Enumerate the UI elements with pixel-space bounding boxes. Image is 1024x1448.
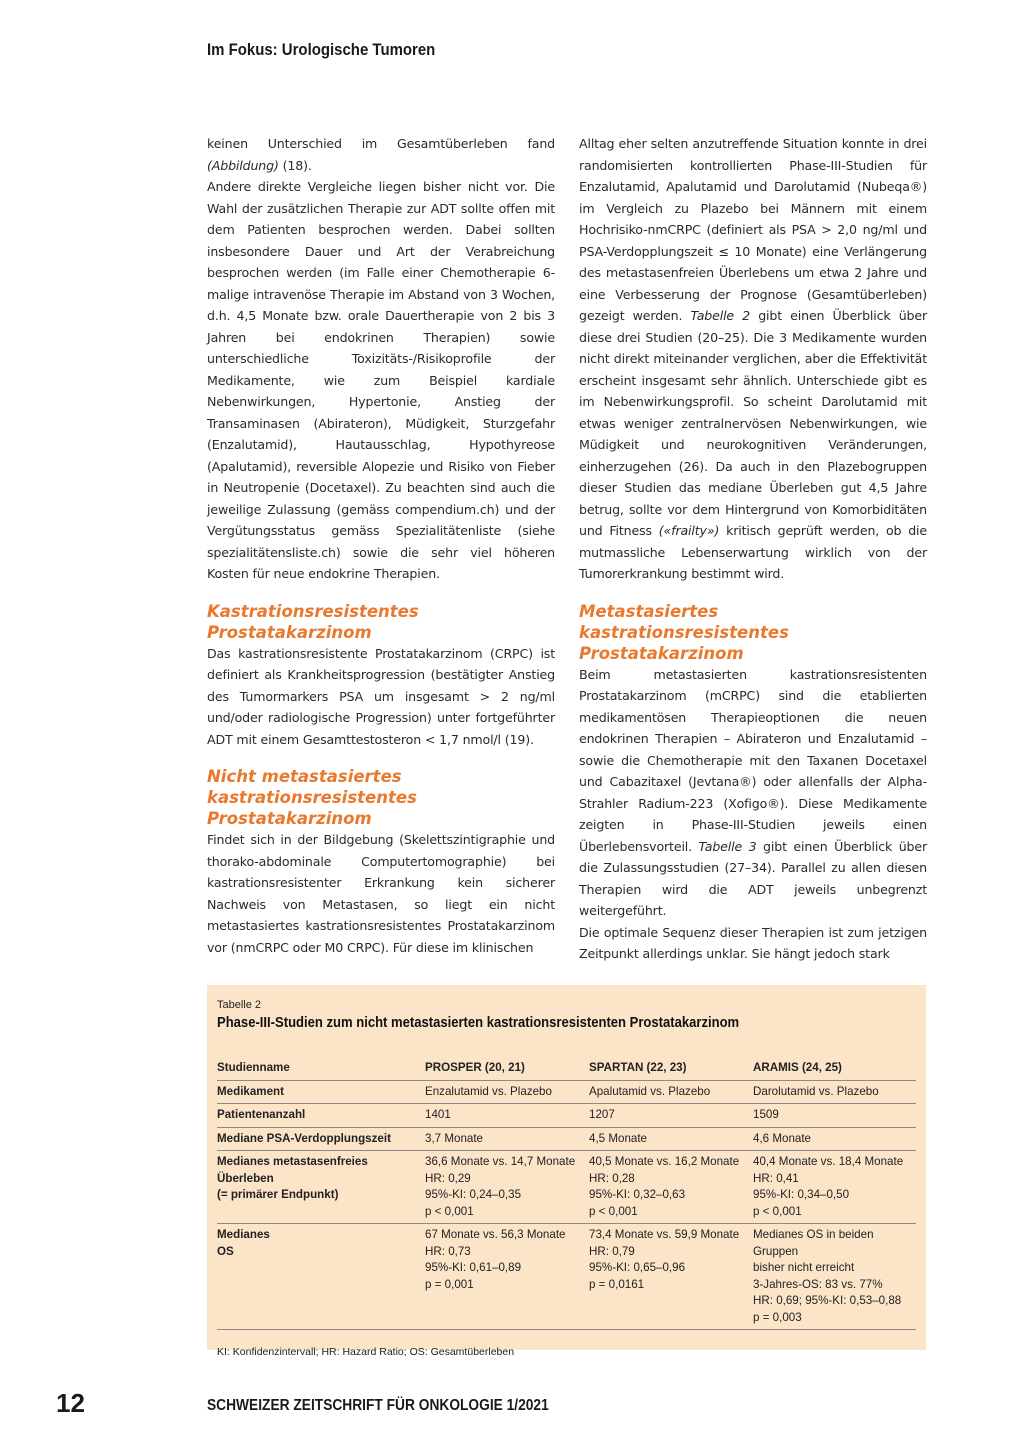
cell-line: 4,5 Monate	[589, 1131, 648, 1145]
table-cell	[589, 1104, 753, 1128]
row-label	[217, 1151, 425, 1224]
cell-line: Enzalutamid vs. Plazebo	[425, 1084, 552, 1098]
cell-line: Apalutamid vs. Plazebo	[589, 1084, 711, 1098]
section-heading-nmcrpc: Nicht metastasiertes kastrationsresistentes Prostatakarzinom	[207, 767, 417, 828]
table-reference: Tabelle 2	[690, 308, 751, 323]
table-label: Tabelle 2	[217, 999, 262, 1011]
table-cell	[425, 1127, 589, 1151]
cell-line: 95%-KI: 0,24–0,35	[425, 1188, 522, 1201]
table-row	[217, 1080, 916, 1104]
table-body	[217, 1080, 916, 1330]
row-label	[217, 1224, 425, 1330]
figure-reference: (Abbildung)	[207, 157, 279, 173]
running-title: Im Fokus: Urologische Tumoren	[207, 40, 436, 59]
table-cell	[589, 1080, 753, 1104]
text: gibt einen Überblick über die Zulassungsstudien (27–34). Parallel zu allen diesen Therapien wird die ADT jeweils unbegrenzt weitergeführt.	[579, 838, 927, 918]
paragraph	[207, 133, 555, 176]
text: gibt einen Überblick über diese drei Studien (20–25). Die 3 Medikamente wurden nicht direkt miteinander verglichen, aber die Effektivität erscheint insgesamt sehr ähnlich. Unterschiede gibt es im Nebenwirkungsprofil. So scheint Darolutamid mit etwas weniger zentralnervösen Nebenwirkungen, wie Müdigkeit und neurokognitiven Veränderungen, einherzugehen (26). Da auch in den Plazebogruppen dieser Studien das mediane Überleben gut 4,5 Jahre betrug, sollte vor dem Hintergrund von Komorbiditäten und Fitness	[579, 308, 927, 538]
cell-line: 4,6 Monate	[753, 1131, 812, 1145]
paragraph	[579, 664, 927, 922]
table-row	[217, 1127, 916, 1151]
cell-line: 40,5 Monate vs. 16,2 Monate	[589, 1155, 740, 1168]
row-label-line: Mediane PSA-Verdopplungszeit	[217, 1131, 391, 1145]
table-reference: Tabelle 3	[698, 838, 757, 854]
cell-line: Darolutamid vs. Plazebo	[753, 1084, 879, 1098]
cell-line: 67 Monate vs. 56,3 Monate	[425, 1228, 566, 1241]
cell-line: 40,4 Monate vs. 18,4 Monate	[753, 1155, 904, 1168]
cell-line: p = 0,001	[425, 1277, 474, 1291]
cell-line: 95%-KI: 0,32–0,63	[589, 1188, 686, 1201]
table-cell	[589, 1127, 753, 1151]
paragraph: Findet sich in der Bildgebung (Skelettszintigraphie und thorako-abdominale Computertomographie) bei kastrationsresistenter Erkrankung kein sicherer Nachweis von Metastasen, so liegt ein nicht metastasiertes kastrationsresistentes Prostatakarzinom vor (nmCRPC oder M0 CRPC). Für diese im klinischen	[207, 832, 555, 955]
cell-line: HR: 0,29	[425, 1171, 471, 1185]
right-column	[579, 133, 927, 965]
cell-line: p < 0,001	[753, 1204, 802, 1218]
row-label-line: Medianes	[217, 1228, 270, 1241]
table-cell	[753, 1127, 916, 1151]
row-label-line: Medianes metastasenfreies Überleben	[217, 1155, 368, 1185]
journal-name: SCHWEIZER ZEITSCHRIFT FÜR ONKOLOGIE 1/2021	[207, 1397, 549, 1414]
section-heading-crpc: Kastrationsresistentes Prostatakarzinom	[207, 601, 419, 642]
text-italic: («frailty»)	[658, 523, 720, 538]
cell-line: 1401	[425, 1108, 451, 1121]
cell-line: p < 0,001	[425, 1204, 474, 1218]
cell-line: 3-Jahres-OS: 83 vs. 77%	[753, 1277, 883, 1291]
cell-line: 95%-KI: 0,34–0,50	[753, 1188, 850, 1201]
text: Alltag eher selten anzutreffende Situation konnte in drei randomisierten kontrollierten Phase-III-Studien für Enzalutamid, Apalutamid und Darolutamid (Nubeqa®) im Vergleich zu Plazebo bei Männern mit einem Hochrisiko-nmCRPC (definiert als PSA > 2,0 ng/ml und PSA-Verdopplungszeit ≤ 10 Monate) eine Verlängerung des metastasenfreien Überlebens um etwa 2 Jahre und eine Verbesserung der Prognose (Gesamtüberleben) gezeigt werden.	[579, 136, 927, 323]
cell-line: 95%-KI: 0,65–0,96	[589, 1261, 686, 1274]
cell-line: 73,4 Monate vs. 59,9 Monate	[589, 1228, 740, 1241]
cell-line: p < 0,001	[589, 1204, 638, 1218]
cell-line: 95%-KI: 0,61–0,89	[425, 1261, 522, 1274]
cell-line: HR: 0,69; 95%-KI: 0,53–0,88	[753, 1294, 902, 1307]
row-label-line: (= primärer Endpunkt)	[217, 1188, 339, 1201]
row-label-line: Patientenanzahl	[217, 1108, 306, 1121]
text: Beim metastasierten kastrationsresistenten Prostatakarzinom (mCRPC) sind die etablierten medikamentösen Therapieoptionen die neuen endokrinen Therapien – Abirateron und Enzalutamid – sowie die Chemotherapie mit den Taxanen Docetaxel und Cabazitaxel (Jevtana®) oder allenfalls der Alpha-Strahler Radium-223 (Xofigo®). Diese Medikamente zeigten in Phase-III-Studien jeweils einen Überlebensvorteil.	[579, 666, 927, 854]
table-cell	[753, 1104, 916, 1128]
row-label-line: OS	[217, 1244, 234, 1258]
table-title: Phase-III-Studien zum nicht metastasierten kastrationsresistenten Prostatakarzinom	[217, 1015, 740, 1031]
table-cell	[425, 1224, 589, 1330]
table-cell	[753, 1151, 916, 1224]
table-cell	[753, 1080, 916, 1104]
paragraph: Andere direkte Vergleiche liegen bisher nicht vor. Die Wahl der zusätzlichen Therapie zur ADT sollte offen mit dem Patienten besprochen werden. Dabei sollten insbesondere Dauer und Art der Verabreichung besprochen werden (im Falle einer Chemotherapie 6-malige intravenöse Therapie im Abstand von 3 Wochen, d.h. 4,5 Monate bzw. orale Dauertherapie von 2 bis 3 Jahren bei endokrinen Therapien) sowie unterschiedliche Toxizitäts-/Risikoprofile der Medikamente, wie zum Beispiel kardiale Nebenwirkungen, Hypertonie, Anstieg der Transaminasen (Abirateron), Müdigkeit, Sturzgefahr (Enzalutamid), Hautausschlag, Hypothyreose (Apalutamid), reversible Alopezie und Risiko von Fieber in Neutropenie (Docetaxel). Zu beachten sind auch die jeweilige Zulassung (gemäss compendium.ch) und der Vergütungsstatus gemäss Spezialitätenliste (siehe spezialitätensliste.ch) sowie die sehr viel höheren Kosten für neue endokrine Therapien.	[207, 179, 555, 581]
cell-line: HR: 0,28	[589, 1171, 635, 1185]
table-cell	[425, 1104, 589, 1128]
text: (18).	[278, 157, 312, 173]
row-label	[217, 1104, 425, 1128]
cell-line: HR: 0,79	[589, 1244, 635, 1258]
text: keinen Unterschied im Gesamtüberleben fand	[207, 136, 555, 151]
table-cell	[589, 1151, 753, 1224]
table-row	[217, 1224, 916, 1330]
section-heading-mcrpc: Metastasiertes kastrationsresistentes Prostatakarzinom	[579, 601, 789, 663]
row-label	[217, 1080, 425, 1104]
table-row	[217, 1104, 916, 1128]
cell-line: 3,7 Monate	[425, 1131, 484, 1145]
left-column	[207, 133, 555, 958]
row-label-line: Medikament	[217, 1084, 285, 1098]
cell-line: p = 0,003	[753, 1310, 802, 1324]
table-cell	[425, 1080, 589, 1104]
paragraph: Das kastrationsresistente Prostatakarzinom (CRPC) ist definiert als Krankheitsprogression (bestätigter Anstieg des Tumormarkers PSA um insgesamt > 2 ng/ml und/oder radiologische Progression) unter fortgeführter ADT mit einem Gesamttestosteron < 1,7 nmol/l (19).	[207, 645, 555, 747]
table-cell	[425, 1151, 589, 1224]
page-number: 12	[56, 1388, 85, 1418]
table-footnote: KI: Konfidenzintervall; HR: Hazard Ratio; OS: Gesamtüberleben	[217, 1346, 515, 1358]
column-header: Studienname	[217, 1057, 425, 1080]
cell-line: 1509	[753, 1108, 779, 1121]
cell-line: Medianes OS in beiden Gruppen	[753, 1228, 874, 1258]
text: kritisch geprüft werden, ob die mutmassliche Lebenserwartung wirklich von der Tumorerkrankung bestimmt wird.	[579, 523, 928, 581]
cell-line: p = 0,0161	[589, 1277, 645, 1291]
table-cell	[753, 1224, 916, 1330]
table-header-row	[217, 1057, 916, 1080]
cell-line: HR: 0,41	[753, 1171, 799, 1185]
cell-line: HR: 0,73	[425, 1244, 471, 1258]
table-cell	[589, 1224, 753, 1330]
paragraph: Die optimale Sequenz dieser Therapien ist zum jetzigen Zeitpunkt allerdings unklar. Sie hängt jedoch stark	[579, 924, 927, 961]
table-box	[207, 985, 926, 1358]
paragraph	[579, 133, 927, 585]
study-table	[217, 1057, 916, 1330]
cell-line: bisher nicht erreicht	[753, 1261, 855, 1274]
cell-line: 1207	[589, 1108, 615, 1121]
table-row	[217, 1151, 916, 1224]
cell-line: 36,6 Monate vs. 14,7 Monate	[425, 1155, 576, 1168]
column-header: PROSPER (20, 21)	[425, 1057, 589, 1080]
column-header: SPARTAN (22, 23)	[589, 1057, 753, 1080]
column-header: ARAMIS (24, 25)	[753, 1057, 916, 1080]
row-label	[217, 1127, 425, 1151]
